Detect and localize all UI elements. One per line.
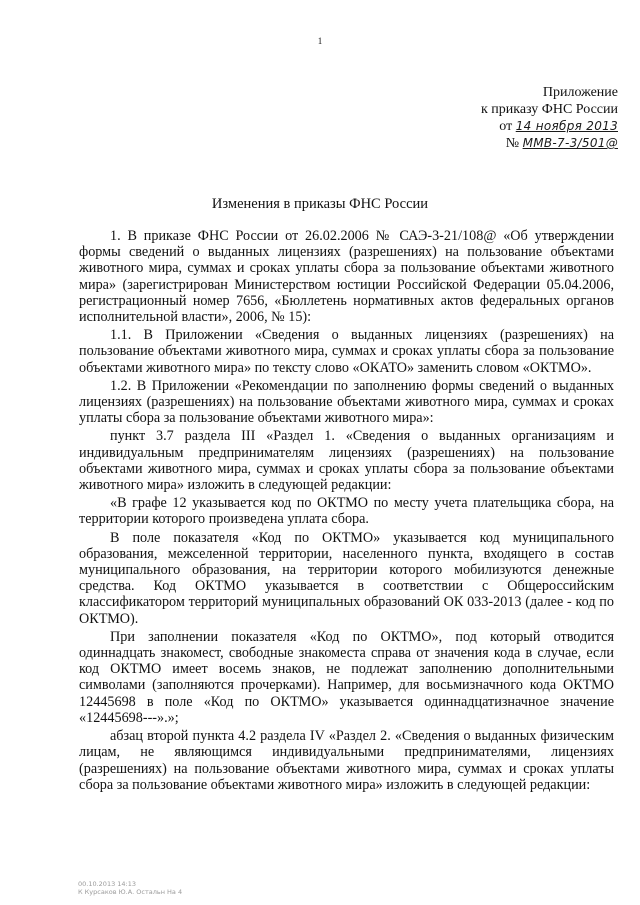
appendix-block (454, 84, 618, 152)
paragraph-quote-column-12: «В графе 12 указывается код по ОКТМО по месту учета плательщика сбора, на территории которого произведена уплата сбора. (79, 495, 614, 528)
paragraph-item-3-7: пункт 3.7 раздела III «Раздел 1. «Сведения о выданных организациям и индивидуальным предпринимателям лицензиях (разрешениях) на пользование объектами животного мира, суммах и сроках уплаты сбора за пользование объектами животного мира» изложить в следующей редакции: (79, 428, 614, 494)
appendix-line-1: Приложение (542, 85, 618, 100)
appendix-line-2: к приказу ФНС России (480, 102, 618, 117)
paragraph-1: 1. В приказе ФНС России от 26.02.2006 № САЭ-3-21/108@ «Об утверждении формы сведений о выданных лицензиях (разрешениях) на пользование объектами животного мира, суммах и сроках уплаты сбора за пользование объектами животного мира» (зарегистрирован Министерством юстиции Российской Федерации 05.04.2006, регистрационный номер 7656, «Бюллетень нормативных актов федеральных органов исполнительной власти», 2006, № 15): (79, 228, 614, 326)
appendix-date-row (454, 118, 618, 135)
stamp-line-1: 00.10.2013 14:13 (78, 880, 137, 888)
stamp-line-2: К Курсаков Ю.А. Остальн На 4 (78, 888, 183, 896)
paragraph-item-4-2: абзац второй пункта 4.2 раздела IV «Раздел 2. «Сведения о выданных физическим лицам, не являющимся индивидуальными предпринимателями, лицензиях (разрешениях) на пользование объектами животного мира, суммах и сроках уплаты сбора за пользование объектами животного мира» изложить в следующей редакции: (79, 728, 614, 793)
document-title: Изменения в приказы ФНС России (211, 196, 429, 212)
handwritten-order-number: ММВ-7-3/501@ (522, 136, 618, 150)
page-number: 1 (317, 36, 323, 46)
paragraph-oktmo-field: В поле показателя «Код по ОКТМО» указывается код муниципального образования, межселенной территории, населенного пункта, входящего в состав муниципального образования, на территории которого мобилизуются денежные средства. Код ОКТМО указывается в соответствии с Общероссийским классификатором территорий муниципальных образований ОК 033-2013 (далее - код по ОКТМО). (79, 529, 614, 627)
paragraph-1-1: 1.1. В Приложении «Сведения о выданных лицензиях (разрешениях) на пользование объектами животного мира, суммах и сроках уплаты сбора за пользование объектами животного мира» по тексту слово «ОКАТО» заменить словом «ОКТМО». (79, 327, 614, 376)
registration-stamp (78, 880, 182, 896)
appendix-from-label: от (499, 119, 513, 134)
document-body (79, 228, 614, 795)
handwritten-date: 14 ноября 2013 (515, 119, 618, 133)
paragraph-1-2: 1.2. В Приложении «Рекомендации по заполнению формы сведений о выданных лицензиях (разрешениях) на пользование объектами животного мира, суммах и сроках уплаты сбора за пользование объектами животного мира»: (79, 377, 614, 427)
paragraph-oktmo-filling: При заполнении показателя «Код по ОКТМО», под который отводится одиннадцать знакомест, свободные знакоместа справа от значения кода в случае, если код ОКТМО имеет восемь знаков, не подлежат заполнению дополнительными символами (заполняются прочерками). Например, для восьмизначного кода ОКТМО 12445698 в поле «Код по ОКТМО» указывается одиннадцатизначное значение «12445698---».»; (79, 628, 614, 726)
appendix-number-label: № (505, 136, 520, 151)
appendix-number-row (454, 135, 618, 152)
